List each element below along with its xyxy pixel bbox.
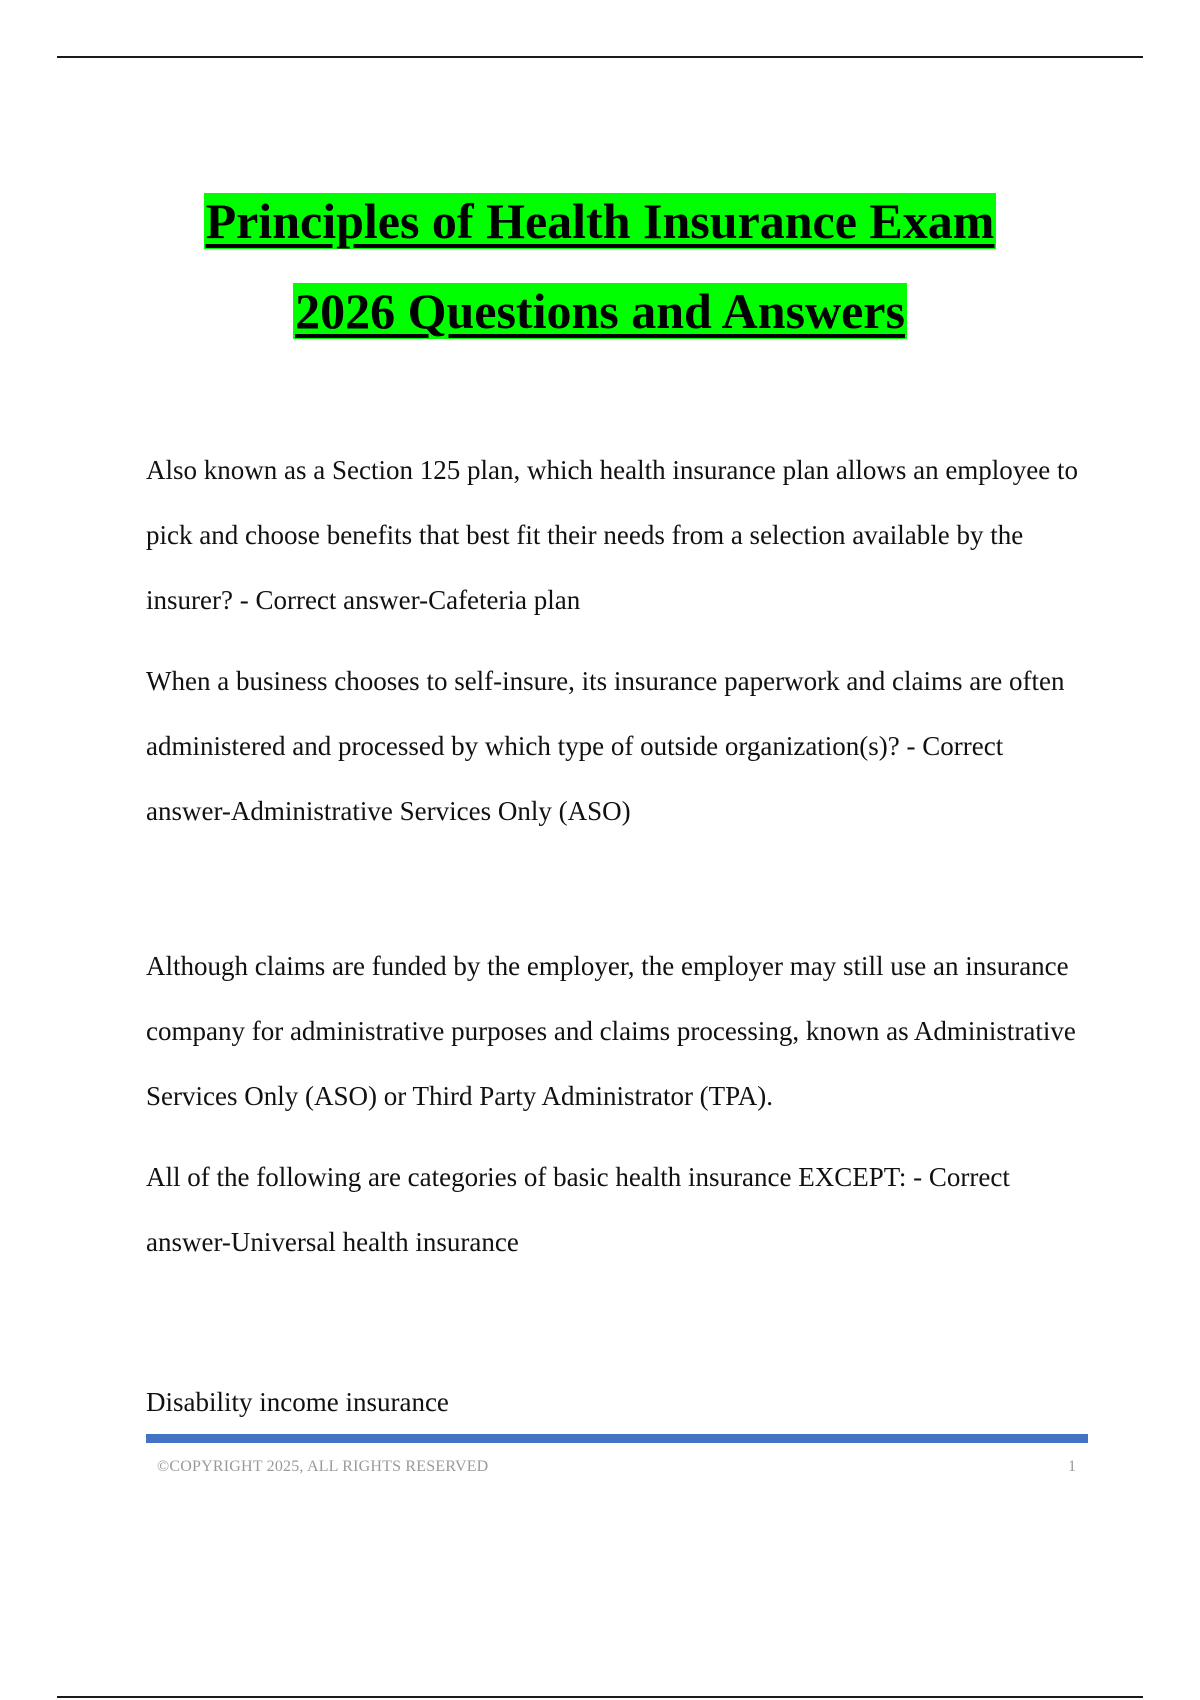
explanation-paragraph: Although claims are funded by the employer, the employer may still use an insurance company for administrative purposes and claims processing, known as Administrative Services Only (ASO) or Third Party Administrator (TPA). — [146, 951, 1076, 1111]
footer-bar — [146, 1434, 1088, 1443]
document-body — [146, 438, 1086, 1435]
footer-page-number: 1 — [1068, 1458, 1076, 1475]
document-title — [0, 176, 1200, 356]
title-line-2-text: 2026 Questions and Answers — [295, 283, 905, 339]
question-answer-3: All of the following are categories of basic health insurance EXCEPT: - Correct answer-Universal health insurance — [146, 1162, 1010, 1257]
title-line-1 — [0, 176, 1200, 266]
trailing-text: Disability income insurance — [146, 1387, 449, 1417]
title-line-1-text: Principles of Health Insurance Exam — [205, 193, 995, 249]
bottom-page-rule — [57, 1696, 1143, 1698]
question-answer-1: Also known as a Section 125 plan, which health insurance plan allows an employee to pick and choose benefits that best fit their needs from a selection available by the insurer? - Correct answer-Cafeteria plan — [146, 455, 1079, 615]
question-answer-2: When a business chooses to self-insure, its insurance paperwork and claims are often administered and processed by which type of outside organization(s)? - Correct answer-Administrative Services Only (ASO) — [146, 666, 1065, 826]
title-line-2 — [0, 266, 1200, 356]
footer-copyright: ©COPYRIGHT 2025, ALL RIGHTS RESERVED — [157, 1458, 489, 1475]
top-page-rule — [57, 56, 1143, 58]
